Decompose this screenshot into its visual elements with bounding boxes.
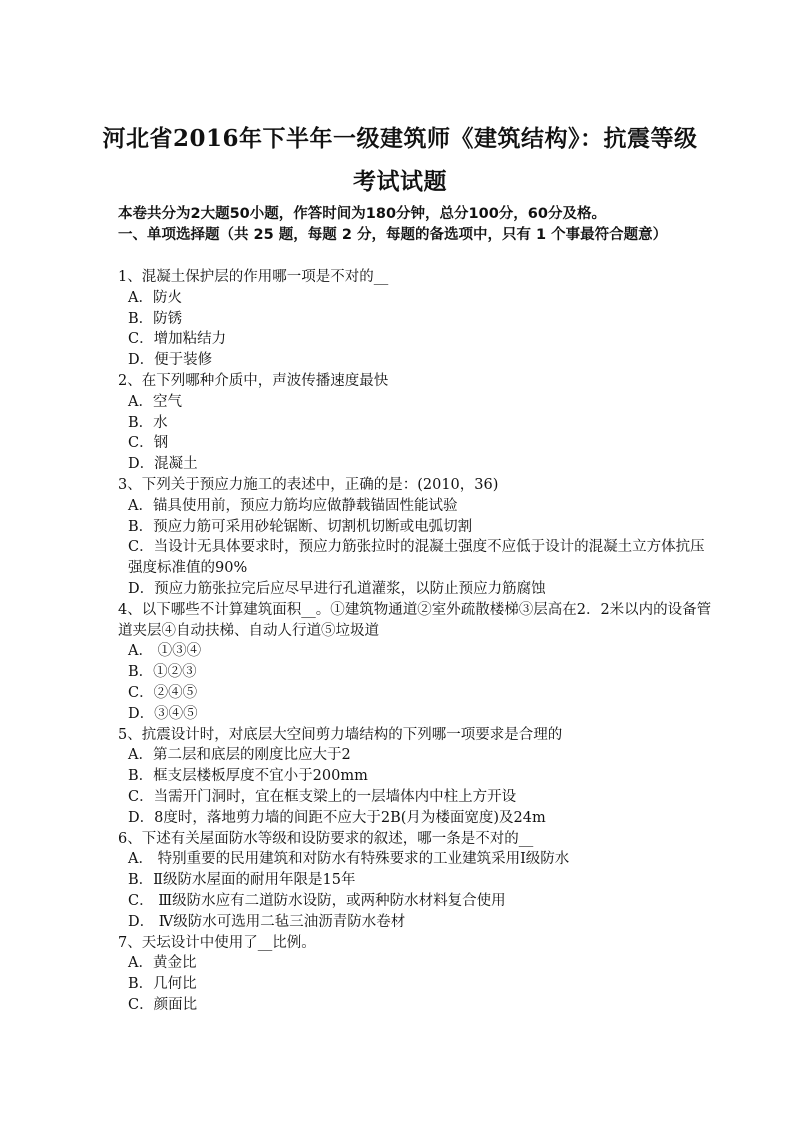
question-option: B．①②③ [128,664,197,681]
question-stem: 1、混凝土保护层的作用哪一项是不对的__ [118,269,389,285]
question-option: D．便于装修 [128,352,213,369]
question-option: B．框支层楼板厚度不宜小于200mm [128,768,368,785]
question-option: C．②④⑤ [128,684,198,701]
question-stem: 7、天坛设计中使用了__比例。 [118,934,316,951]
question-list [118,267,712,1016]
question-option: D．预应力筋张拉完后应尽早进行孔道灌浆，以防止预应力筋腐蚀 [128,580,546,597]
question-option: A．锚具使用前，预应力筋均应做静载锚固性能试验 [128,497,458,514]
question-option: C．当设计无具体要求时，预应力筋张拉时的混凝土强度不应低于设计的混凝土立方体抗压强度标准值的90% [128,539,705,577]
document-title-line1: 河北省2016年下半年一级建筑师《建筑结构》：抗震等级 [102,125,698,152]
question-option: D．混凝土 [128,456,198,473]
question-option: C．当需开门洞时，宜在框支梁上的一层墙体内中柱上方开设 [128,788,517,805]
question-option: B．Ⅱ级防水屋面的耐用年限是15年 [128,872,356,889]
question-option: B．防锈 [128,310,183,327]
question-option: A．空气 [128,393,182,410]
question-stem: 3、下列关于预应力施工的表述中，正确的是：(2010，36) [118,476,499,493]
question-option: B．水 [128,414,168,431]
question-stem: 4、以下哪些不计算建筑面积__。①建筑物通道②室外疏散楼梯③层高在2．2米以内的设备管道夹层④自动扶梯、自动人行道⑤垃圾道 [118,601,712,639]
question-option: C．颜面比 [128,996,198,1013]
question-stem: 6、下述有关屋面防水等级和设防要求的叙述，哪一条是不对的__ [118,830,534,847]
question-option: D．③④⑤ [128,705,198,722]
question-option: C．钢 [128,435,169,452]
question-stem: 5、抗震设计时，对底层大空间剪力墙结构的下列哪一项要求是合理的 [118,726,563,743]
question-option: B．预应力筋可采用砂轮锯断、切割机切断或电弧切割 [128,518,473,535]
question-option: D． Ⅳ级防水可选用二毡三油沥青防水卷材 [128,913,406,930]
question-option: A． ①③④ [128,643,202,660]
exam-summary: 本卷共分为2大题50小题，作答时间为180分钟，总分100分，60分及格。 [118,206,606,222]
section-heading: 一、单项选择题（共 25 题，每题 2 分，每题的备选项中，只有 1 个事最符合题意） [118,227,668,243]
question-option: A．防火 [128,289,182,306]
question-option: A．第二层和底层的刚度比应大于2 [128,747,351,764]
question-option: A．黄金比 [128,955,197,972]
question-option: A． 特别重要的民用建筑和对防水有特殊要求的工业建筑采用Ⅰ级防水 [128,851,570,868]
question-option: C． Ⅲ级防水应有二道防水设防，或两种防水材料复合使用 [128,892,506,909]
question-stem: 2、在下列哪种介质中，声波传播速度最快 [118,372,389,389]
question-option: C．增加粘结力 [128,331,227,348]
question-option: B．几何比 [128,976,197,993]
question-option: D．8度时，落地剪力墙的间距不应大于2B(月为楼面宽度)及24m [128,809,546,826]
document-title-line2: 考试试题 [353,168,447,195]
